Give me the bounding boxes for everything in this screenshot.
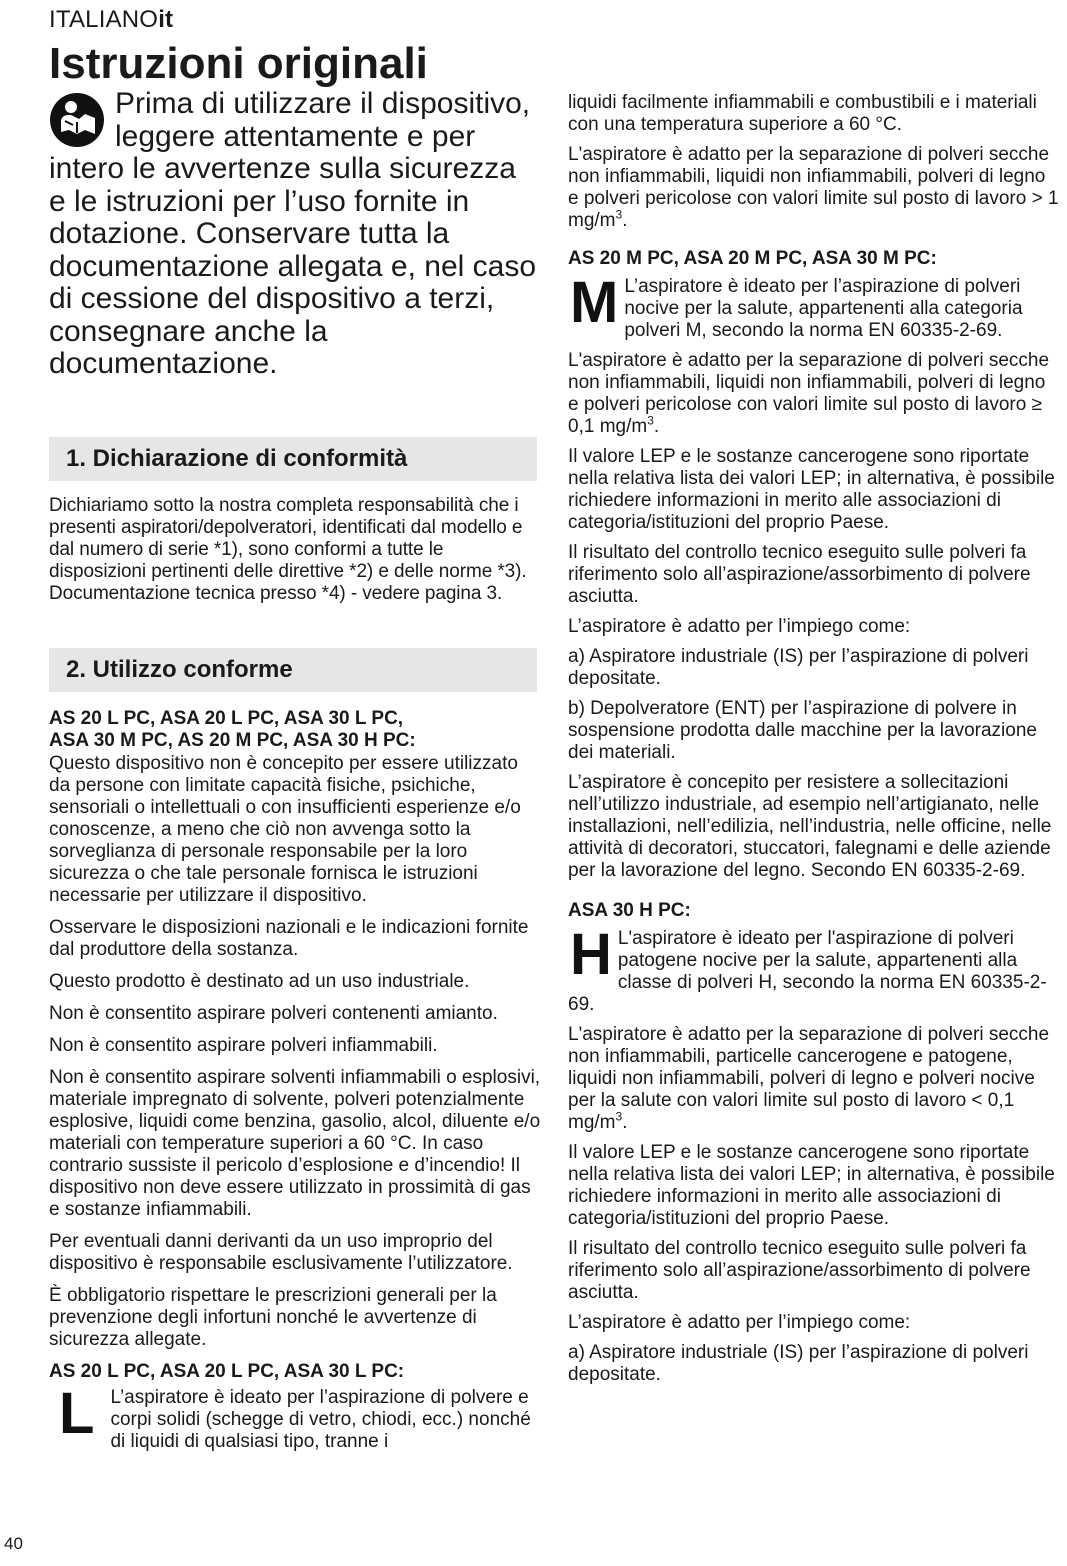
intro-text: Prima di utilizzare il dispositivo, leggere attentamente e per intero le avvertenze sulla sicurezza e le istruzioni per l’uso fornite in dotazione. Conservare tutta la documentazione allegata e, nel caso di cessione del dispositivo a terzi, consegnare anche la documentazione. <box>49 87 537 380</box>
paragraph: a) Aspiratore industriale (IS) per l’aspirazione di polveri depositate. <box>568 1342 1029 1385</box>
dust-class-m-symbol: M <box>570 270 619 335</box>
paragraph: a) Aspiratore industriale (IS) per l’aspirazione di polveri depositate. <box>568 646 1029 689</box>
paragraph-with-sup: L'aspiratore è adatto per la separazione di polveri secche non infiammabili, particelle cancerogene e patogene, liquidi non infiammabili, polveri di legno e polveri nocive per la salute con valori limite sul posto di lavoro < 0,1 $mg/m^3$. <box>568 1024 1050 1133</box>
paragraph: È obbligatorio rispettare le prescrizioni generali per la prevenzione degli infortuni nonché le avvertenze di sicurezza allegate. <box>49 1285 497 1350</box>
paragraph: L’aspiratore è ideato per l’aspirazione di polvere e corpi solidi (schegge di vetro, chiodi, ecc.) nonché di liquidi di qualsiasi tipo, tranne i <box>110 1387 531 1452</box>
paragraph: Non è consentito aspirare polveri infiammabili. <box>49 1035 438 1056</box>
paragraph: liquidi facilmente infiammabili e combustibili e i materiali con una temperatura superiore a 60 °C. <box>568 92 1037 135</box>
subheading-h-class: ASA 30 H PC: <box>568 900 691 921</box>
section-1-text: Dichiariamo sotto la nostra completa responsabilità che i presenti aspiratori/depolveratori, identificati dal modello e dal numero di serie *1), sono conformi a tutte le disposizioni pertinenti delle direttive *2) e delle norme *3). Documentazione tecnica presso *4) - vedere pagina 3. <box>49 495 527 604</box>
dust-class-h-symbol: H <box>570 922 612 987</box>
subheading-all-models-1: AS 20 L PC, ASA 20 L PC, ASA 30 L PC, <box>49 708 404 729</box>
paragraph: L’aspiratore è ideato per l’aspirazione di polveri nocive per la salute, appartenenti alla categoria polveri M, secondo la norma EN 60335-2-69. <box>624 276 1023 341</box>
section-1-heading: 1. Dichiarazione di conformità <box>49 437 537 481</box>
paragraph: Il risultato del controllo tecnico eseguito sulle polveri fa riferimento solo all’aspirazione/assorbimento di polvere asciutta. <box>568 542 1031 607</box>
paragraph: Il valore LEP e le sostanze cancerogene sono riportate nella relativa lista dei valori LEP; in alternativa, è possibile richiedere informazioni in merito alle associazioni di categoria/istituzioni del proprio Paese. <box>568 446 1055 533</box>
dust-class-h-block <box>568 922 1060 1016</box>
paragraph: Il risultato del controllo tecnico eseguito sulle polveri fa riferimento solo all’aspirazione/assorbimento di polvere asciutta. <box>568 1238 1031 1303</box>
read-manual-icon <box>49 92 105 148</box>
paragraph: Questo dispositivo non è concepito per essere utilizzato da persone con limitate capacità fisiche, psichiche, sensoriali o intellettuali o con insufficienti esperienze e/o conoscenze, a meno che ciò non avvenga sotto la sorveglianza di personale responsabile per la loro sicurezza o che tale personale fornisca le istruzioni necessarie per utilizzare il dispositivo. <box>49 753 521 906</box>
paragraph-with-sup: L'aspiratore è adatto per la separazione di polveri secche non infiammabili, liquidi non infiammabili, polveri di legno e polveri pericolose con valori limite sul posto di lavoro ≥ 0,1 $mg/m^3$. <box>568 350 1050 437</box>
language-header: ITALIANOit <box>49 6 174 33</box>
dust-class-l-block <box>49 1381 544 1453</box>
language-code: it <box>158 6 174 33</box>
paragraph: Non è consentito aspirare polveri contenenti amianto. <box>49 1003 498 1024</box>
paragraph: Osservare le disposizioni nazionali e le indicazioni fornite dal produttore della sostanza. <box>49 917 529 960</box>
right-column-body <box>568 92 1060 1394</box>
paragraph: Questo prodotto è destinato ad un uso industriale. <box>49 971 470 992</box>
page-number: 40 <box>4 1534 23 1553</box>
dust-class-l-symbol: L <box>59 1381 95 1446</box>
subheading-m-class: AS 20 M PC, ASA 20 M PC, ASA 30 M PC: <box>568 248 937 269</box>
paragraph: L’aspiratore è concepito per resistere a sollecitazioni nell’utilizzo industriale, ad esempio nell’artigianato, nelle installazioni, nell’edilizia, nell’industria, nelle officine, nelle attività di decoratori, stuccatori, falegnami e delle aziende per la lavorazione del legno. Secondo EN 60335-2-69. <box>568 772 1052 881</box>
subheading-l-class: AS 20 L PC, ASA 20 L PC, ASA 30 L PC: <box>49 1361 405 1382</box>
subheading-all-models-2: ASA 30 M PC, AS 20 M PC, ASA 30 H PC: <box>49 730 416 751</box>
paragraph: b) Depolveratore (ENT) per l’aspirazione di polvere in sospensione prodotta dalle macchine per la lavorazione dei materiali. <box>568 698 1037 763</box>
intro-notice <box>49 88 539 381</box>
paragraph: Per eventuali danni derivanti da un uso improprio del dispositivo è responsabile esclusivamente l’utilizzatore. <box>49 1231 513 1274</box>
paragraph: L’aspiratore è adatto per l’impiego come: <box>568 1312 911 1333</box>
left-column-body <box>49 708 544 1461</box>
section-2-heading: 2. Utilizzo conforme <box>49 648 537 692</box>
dust-class-m-block <box>568 270 1060 342</box>
paragraph: L'aspiratore è ideato per l'aspirazione di polveri patogene nocive per la salute, appartenenti alla classe di polveri H, secondo la norma EN 60335-2-69. <box>568 928 1047 1015</box>
paragraph-with-sup: L'aspiratore è adatto per la separazione di polveri secche non infiammabili, liquidi non infiammabili, polveri di legno e polveri pericolose con valori limite sul posto di lavoro > 1 $mg/m^3$. <box>568 144 1059 231</box>
page-title: Istruzioni originali <box>49 39 428 88</box>
paragraph: L’aspiratore è adatto per l’impiego come: <box>568 616 911 637</box>
paragraph: Non è consentito aspirare solventi infiammabili o esplosivi, materiale impregnato di solvente, polveri potenzialmente esplosive, liquidi come benzina, gasolio, alcol, diluente e/o materiali con temperature superiori a 60 °C. In caso contrario sussiste il pericolo d’esplosione e d’incendio! Il dispositivo non deve essere utilizzato in prossimità di gas e sostanze infiammabili. <box>49 1067 541 1220</box>
paragraph: Il valore LEP e le sostanze cancerogene sono riportate nella relativa lista dei valori LEP; in alternativa, è possibile richiedere informazioni in merito alle associazioni di categoria/istituzioni del proprio Paese. <box>568 1142 1055 1229</box>
